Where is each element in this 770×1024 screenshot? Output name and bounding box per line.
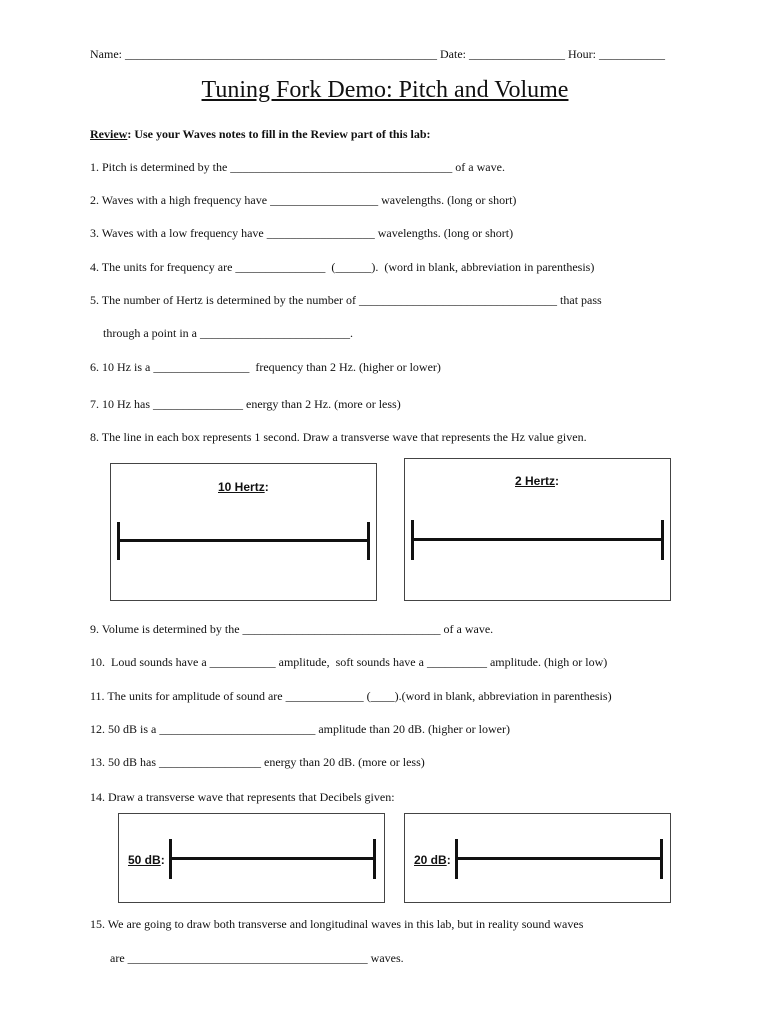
review-instructions xyxy=(90,127,431,142)
line-start-cap-50-db xyxy=(169,839,172,879)
one-second-line-2-hertz xyxy=(413,538,663,541)
one-second-line-10-hertz xyxy=(119,539,370,542)
line-end-cap-2-hertz xyxy=(661,520,664,560)
question-1: 1. Pitch is determined by the _____________________________________ of a wave. xyxy=(90,160,505,174)
question-15-line-1: 15. We are going to draw both transverse and longitudinal waves in this lab, but in reality sound waves xyxy=(90,917,584,931)
question-7: 7. 10 Hz has _______________ energy than 2 Hz. (more or less) xyxy=(90,397,401,411)
box-label-2-hertz: 2 Hertz: xyxy=(515,474,560,488)
line-start-cap-2-hertz xyxy=(411,520,414,560)
review-text: : Use your Waves notes to fill in the Review part of this lab: xyxy=(127,127,431,141)
question-15-line-2: are ________________________________________ waves. xyxy=(110,951,404,965)
review-label: Review xyxy=(90,127,128,141)
question-14: 14. Draw a transverse wave that represents that Decibels given: xyxy=(90,790,395,804)
box-label-50-db: 50 dB: xyxy=(128,853,165,867)
question-11: 11. The units for amplitude of sound are _____________ (____).(word in blank, abbreviation in parenthesis) xyxy=(90,689,612,703)
line-end-cap-10-hertz xyxy=(367,522,370,560)
one-second-line-50-db xyxy=(171,857,376,860)
header-line: Name: ____________________________________________________ Date: ________________ Hour: ___________ xyxy=(90,47,665,61)
question-8: 8. The line in each box represents 1 second. Draw a transverse wave that represents the Hz value given. xyxy=(90,430,587,444)
box-label-10-hertz: 10 Hertz: xyxy=(218,480,269,494)
one-second-line-20-db xyxy=(457,857,662,860)
question-4: 4. The units for frequency are _______________ (______). (word in blank, abbreviation in parenthesis) xyxy=(90,260,595,274)
question-5-line-1: 5. The number of Hertz is determined by the number of _________________________________ that pass xyxy=(90,293,602,307)
question-9: 9. Volume is determined by the _________________________________ of a wave. xyxy=(90,622,494,636)
line-end-cap-50-db xyxy=(373,839,376,879)
question-12: 12. 50 dB is a __________________________ amplitude than 20 dB. (higher or lower) xyxy=(90,722,510,736)
box-label-20-db: 20 dB: xyxy=(414,853,451,867)
question-10: 10. Loud sounds have a ___________ amplitude, soft sounds have a __________ amplitude. (high or low) xyxy=(90,655,608,669)
line-start-cap-20-db xyxy=(455,839,458,879)
question-5-line-2: through a point in a _________________________. xyxy=(103,326,353,340)
page-title: Tuning Fork Demo: Pitch and Volume xyxy=(201,77,569,103)
question-13: 13. 50 dB has _________________ energy than 20 dB. (more or less) xyxy=(90,755,425,769)
question-6: 6. 10 Hz is a ________________ frequency than 2 Hz. (higher or lower) xyxy=(90,360,441,374)
question-2: 2. Waves with a high frequency have __________________ wavelengths. (long or short) xyxy=(90,193,517,207)
line-start-cap-10-hertz xyxy=(117,522,120,560)
line-end-cap-20-db xyxy=(660,839,663,879)
question-3: 3. Waves with a low frequency have __________________ wavelengths. (long or short) xyxy=(90,226,514,240)
